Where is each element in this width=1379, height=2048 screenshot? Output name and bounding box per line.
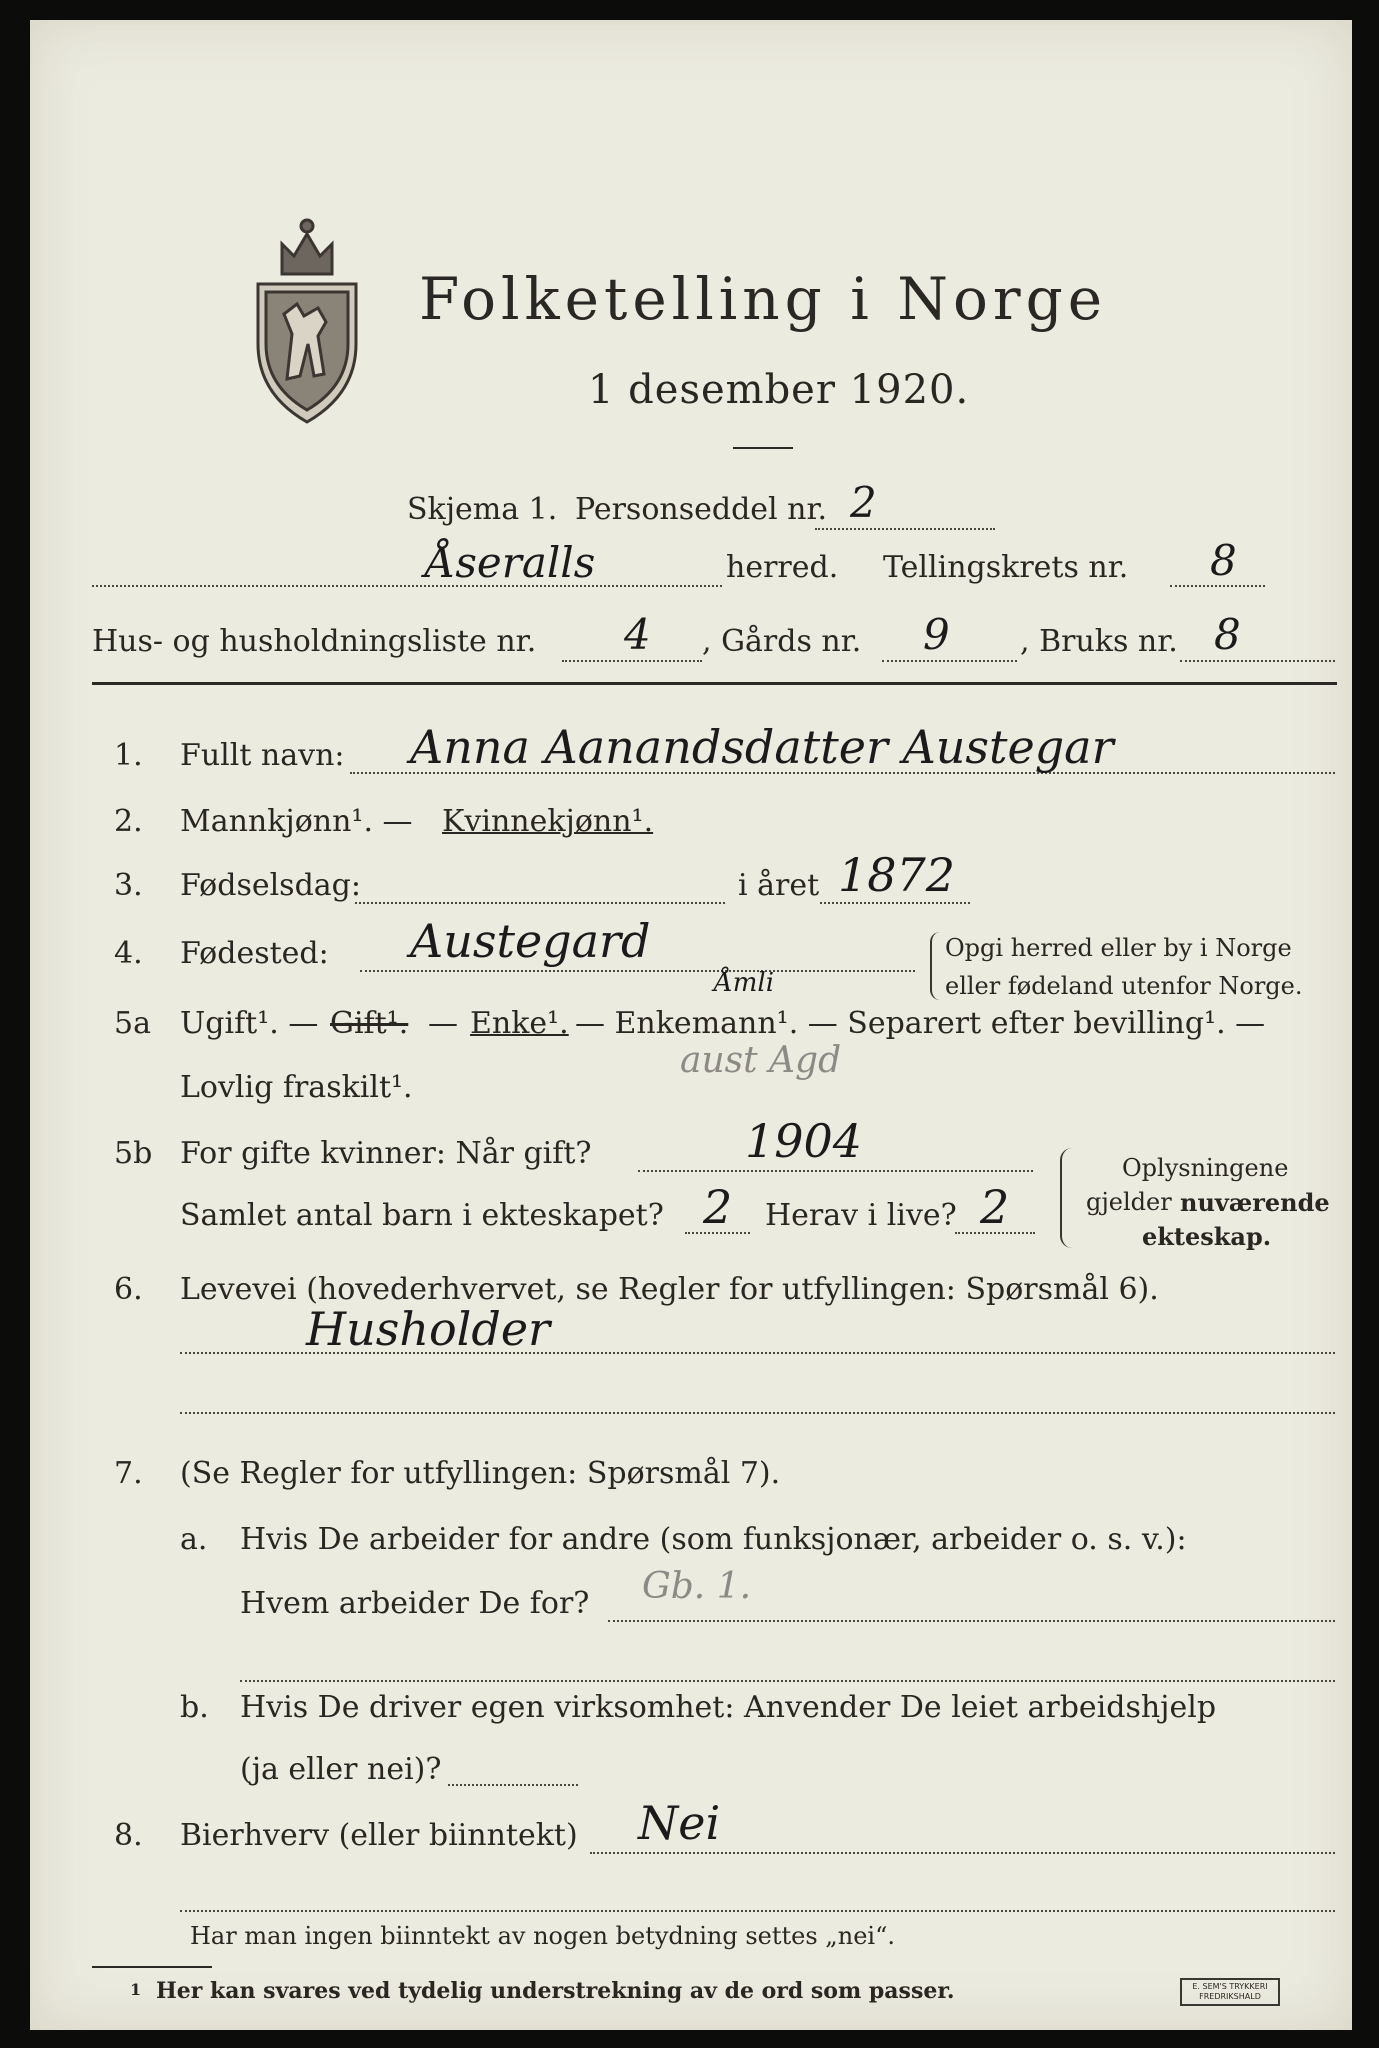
census-date: 1 desember 1920.: [588, 367, 970, 413]
gards-value[interactable]: 9: [923, 610, 950, 659]
title-divider: [733, 447, 793, 449]
year-label: i året: [738, 868, 820, 903]
children-value[interactable]: 2: [703, 1180, 733, 1234]
footnote-rule: [92, 1966, 212, 1968]
side-income-dotline: [590, 1852, 1335, 1854]
bruks-dotline: [1180, 660, 1335, 662]
ugift-option[interactable]: Ugift¹. —: [180, 1006, 319, 1041]
q7b-line2: (ja eller nei)?: [240, 1752, 442, 1787]
q7a-line1: Hvis De arbeider for andre (som funksjonær, arbeider o. s. v.):: [240, 1522, 1187, 1557]
q8-label: Bierhverv (eller biinntekt): [180, 1818, 578, 1853]
hired-help-dotline: [448, 1784, 578, 1786]
birthplace-note-line2: eller fødeland utenfor Norge.: [945, 972, 1303, 1000]
marital-dash: —: [428, 1006, 458, 1041]
q6-number: 6.: [114, 1272, 143, 1307]
footnote-text: Her kan svares ved tydelig understrekning av de ord som passer.: [156, 1978, 955, 2004]
q4-number: 4.: [114, 936, 143, 971]
q5a-number: 5a: [114, 1006, 151, 1041]
birth-year-value[interactable]: 1872: [838, 848, 956, 902]
children-label: Samlet antal barn i ekteskapet?: [180, 1198, 664, 1233]
husliste-dotline: [562, 660, 702, 662]
alive-label: Herav i live?: [765, 1198, 957, 1233]
norway-coat-of-arms-icon: [252, 204, 362, 426]
q7b-letter: b.: [180, 1690, 209, 1725]
gift-option[interactable]: Gift¹.: [330, 1006, 409, 1041]
married-year-value[interactable]: 1904: [745, 1114, 863, 1168]
employer-dotline-2: [240, 1680, 1335, 1682]
marital-other-options[interactable]: — Enkemann¹. — Separert efter bevilling¹. —: [575, 1006, 1266, 1041]
herred-label: herred.: [726, 550, 839, 585]
tellingskrets-label: Tellingskrets nr.: [883, 550, 1129, 585]
printer-stamp-line1: E. SEM'S TRYKKERI: [1192, 1982, 1268, 1991]
marriage-note-line3: ekteskap.: [1142, 1222, 1272, 1251]
female-option[interactable]: Kvinnekjønn¹.: [442, 804, 654, 839]
form-title: Folketelling i Norge: [419, 265, 1108, 333]
occupation-value[interactable]: Husholder: [306, 1302, 551, 1356]
birthplace-note-brace: [930, 932, 940, 1000]
personseddel-label: Personseddel nr.: [575, 492, 828, 527]
bruks-label: , Bruks nr.: [1020, 624, 1178, 659]
tellingskrets-value[interactable]: 8: [1210, 536, 1237, 585]
husliste-label: Hus- og husholdningsliste nr.: [92, 624, 537, 659]
side-income-dotline-2: [180, 1910, 1335, 1912]
fraskilt-option[interactable]: Lovlig fraskilt¹.: [180, 1070, 413, 1105]
married-when-label: For gifte kvinner: Når gift?: [180, 1136, 592, 1171]
q7-label: (Se Regler for utfyllingen: Spørsmål 7).: [180, 1456, 781, 1491]
enke-option[interactable]: Enke¹.: [470, 1006, 569, 1041]
q4-label: Fødested:: [180, 936, 329, 971]
marriage-note-line1: Oplysningene: [1122, 1154, 1289, 1182]
q1-label: Fullt navn:: [180, 738, 345, 773]
q7a-letter: a.: [180, 1522, 208, 1557]
printer-stamp: [1180, 1978, 1280, 2006]
q5b-number: 5b: [114, 1136, 153, 1171]
bruks-value[interactable]: 8: [1214, 610, 1241, 659]
alive-value[interactable]: 2: [980, 1180, 1010, 1234]
married-when-dotline: [638, 1170, 1033, 1172]
personseddel-value[interactable]: 2: [850, 478, 877, 527]
birthplace-value[interactable]: Austegard: [410, 914, 651, 968]
birthplace-dotline: [360, 970, 915, 972]
husliste-value[interactable]: 4: [624, 610, 651, 659]
q8-number: 8.: [114, 1818, 143, 1853]
employer-dotline-1: [608, 1620, 1335, 1622]
tellingskrets-dotline: [1170, 585, 1265, 587]
birthplace-note-line1: Opgi herred eller by i Norge: [945, 934, 1292, 962]
q3-number: 3.: [114, 868, 143, 903]
q7b-line1: Hvis De driver egen virksomhet: Anvender De leiet arbeidshjelp: [240, 1690, 1217, 1725]
employer-value[interactable]: Gb. 1.: [642, 1566, 752, 1607]
personseddel-dotline: [815, 528, 995, 530]
side-income-value[interactable]: Nei: [638, 1796, 721, 1850]
marriage-note-line2b: nuværende: [1180, 1188, 1330, 1217]
herred-value[interactable]: Åseralls: [425, 538, 596, 587]
q3-label: Fødselsdag:: [180, 868, 361, 903]
skjema-label: Skjema 1.: [407, 492, 558, 527]
herred-dotline: [92, 585, 722, 587]
full-name-value[interactable]: Anna Aanandsdatter Austegar: [410, 720, 1114, 774]
marital-pencil-note: aust Agd: [680, 1040, 842, 1081]
year-dotline: [820, 902, 970, 904]
census-form-page: [30, 20, 1352, 2030]
q7-number: 7.: [114, 1456, 143, 1491]
marriage-note-brace: [1060, 1148, 1072, 1248]
birthplace-extra[interactable]: Åmli: [714, 968, 775, 998]
q2-number: 2.: [114, 804, 143, 839]
q6-label: Levevei (hovederhvervet, se Regler for utfyllingen: Spørsmål 6).: [180, 1272, 1159, 1307]
birthday-dotline: [355, 902, 725, 904]
no-income-note: Har man ingen biinntekt av nogen betydning settes „nei“.: [190, 1922, 895, 1950]
footnote-mark: 1: [130, 1980, 142, 1999]
gards-label: , Gårds nr.: [702, 624, 862, 659]
printer-stamp-line2: FREDRIKSHALD: [1199, 1992, 1261, 2001]
occupation-dotline-2: [180, 1412, 1335, 1414]
q7a-line2: Hvem arbeider De for?: [240, 1586, 590, 1621]
header-separator: [92, 682, 1337, 685]
marriage-note-line2a: gjelder: [1086, 1188, 1172, 1216]
q1-number: 1.: [114, 738, 143, 773]
gards-dotline: [882, 660, 1017, 662]
male-option[interactable]: Mannkjønn¹. —: [180, 804, 413, 839]
